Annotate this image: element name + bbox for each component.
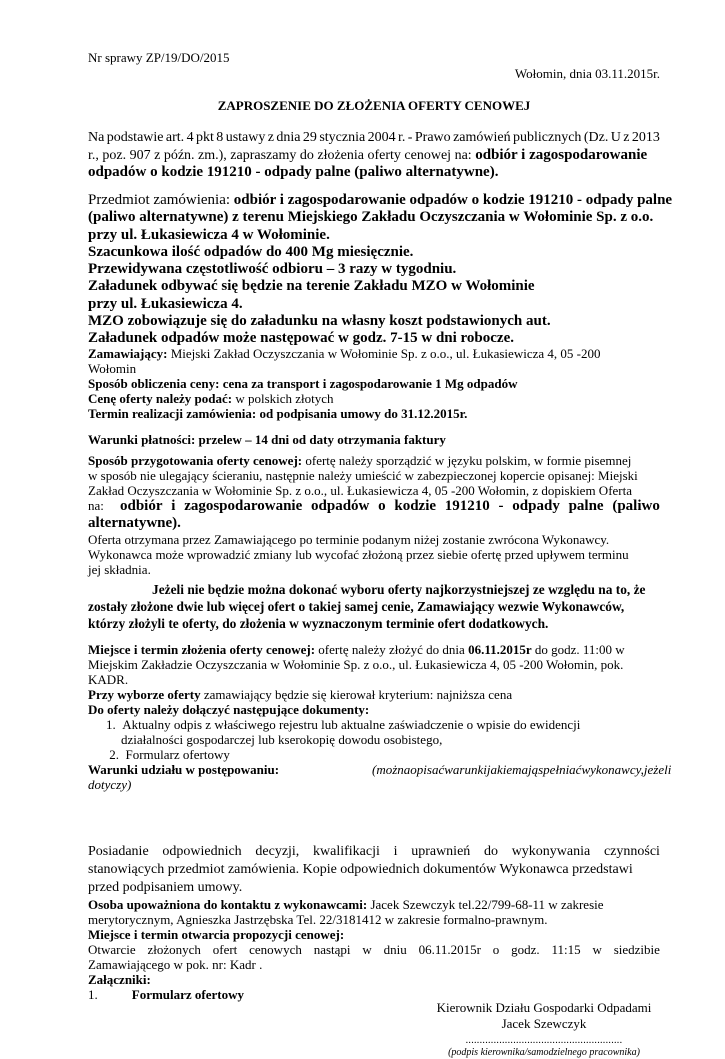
word: z <box>623 130 630 145</box>
contact-line-1: Osoba upoważniona do kontaktu z wykonawcami: Jacek Szewczyk tel.22/799-68-11 w zakresie <box>88 897 604 912</box>
word: publicznych <box>513 130 582 145</box>
word: - <box>407 130 413 145</box>
word: jeżeli <box>643 762 672 777</box>
word: (można <box>372 762 411 777</box>
loading-hours-line: Załadunek odpadów może następować w godz. 7-15 w dni robocze. <box>88 330 514 347</box>
prep-line-8: jej składnia. <box>88 562 151 577</box>
word: 2004 <box>367 130 396 145</box>
notice-section <box>88 581 660 632</box>
case-number: Nr sprawy ZP/19/DO/2015 <box>88 50 230 65</box>
signature-name: Jacek Szewczyk <box>501 1016 587 1031</box>
client-line: Zamawiający: Miejski Zakład Oczyszczania w Wołominie Sp. z o.o., ul. Łukasiewicza 4, 05 -200 <box>88 346 601 361</box>
price-currency: Cenę oferty należy podać: w polskich złotych <box>88 391 334 406</box>
payment-terms: Warunki płatności: przelew – 14 dni od daty otrzymania faktury <box>88 432 446 447</box>
word: 29 <box>302 130 317 145</box>
word: ustawy <box>225 130 266 145</box>
contact-line-2: merytorycznym, Agnieszka Jastrzębska Tel. 22/3181412 w zakresie formalno-prawnym. <box>88 912 548 927</box>
notice-line-2: zostały złożone dwie lub więcej ofert o takiej samej cenie, Zamawiający wezwie Wykonawców, <box>88 599 625 614</box>
word: odpadów <box>311 498 370 514</box>
word: o <box>378 498 386 514</box>
notice-line-3: którzy złożyli te oferty, do złożenia w wyznaczonym terminie ofert dodatkowych. <box>88 616 549 631</box>
word: podstawie <box>106 130 164 145</box>
conditions-text-1 <box>88 843 660 861</box>
signature-block <box>394 1000 694 1059</box>
conditions-line: Warunki udziału w postępowaniu: (można opisać warunki jakie mają spełniać wykonawcy, jeżeli <box>88 762 672 777</box>
word: zamówień <box>453 130 511 145</box>
word: decyzji, <box>255 844 300 859</box>
word: pkt <box>195 130 214 145</box>
word: spełniać <box>538 762 582 777</box>
word: 11:15 <box>551 942 581 957</box>
word: odpady <box>512 498 560 514</box>
word: stycznia <box>319 130 366 145</box>
word: siedzibie <box>613 942 660 957</box>
opening-heading: Miejsce i termin otwarcia propozycji cenowej: <box>88 927 345 942</box>
submission-line-2: Miejskim Zakładzie Oczyszczania w Wołominie Sp. z o.o., ul. Łukasiewicza 4, 05 -200 Wołomin, pok. <box>88 657 624 672</box>
preparation-section <box>88 453 660 577</box>
word: 2013 <box>631 130 660 145</box>
subject-line-3: przy ul. Łukasiewicza 4 w Wołominie. <box>88 226 330 243</box>
loading-cost-line: MZO zobowiązuje się do załadunku na własny koszt podstawionych aut. <box>88 313 551 330</box>
signature-title: Kierownik Działu Gospodarki Odpadami <box>436 1000 652 1015</box>
client-line-2: Wołomin <box>88 361 137 376</box>
client-section <box>88 346 660 421</box>
word: z <box>267 130 274 145</box>
word: wykonywania <box>511 844 591 859</box>
word: nastąpi <box>313 942 351 957</box>
word: (Dz. <box>583 130 609 145</box>
signature-dots: ........................................................ <box>465 1035 623 1046</box>
word: Otwarcie <box>88 942 136 957</box>
intro-line-2: r., poz. 907 z późn. zm.), zapraszamy do złożenia oferty cenowej na: odbiór i zagospodarowanie <box>88 146 648 163</box>
word: 4 <box>186 130 194 145</box>
quantity-line: Szacunkowa ilość odpadów do 400 Mg miesięcznie. <box>88 243 414 260</box>
subject-section <box>88 192 673 348</box>
conditions-text <box>88 843 660 897</box>
contact-section <box>88 897 660 1002</box>
word: uprawnień <box>411 844 471 859</box>
word: dnia <box>276 130 301 145</box>
intro-paragraph <box>88 130 660 182</box>
word: 06.11.2015r <box>418 942 481 957</box>
conditions-text-3: przed podpisaniem umowy. <box>88 880 243 895</box>
word: warunki <box>444 762 487 777</box>
attachment-item-1: 1. Formularz ofertowy <box>88 987 245 1002</box>
word: do <box>483 844 498 859</box>
word: kwalifikacji <box>313 844 380 859</box>
opening-line-1 <box>88 942 660 957</box>
prep-line-4: na: odbiór i zagospodarowanie odpadów o kodzie 191210 - odpady palne (paliwo <box>88 498 660 514</box>
word: mają <box>512 762 539 777</box>
word: i <box>171 498 176 514</box>
realization-deadline: Termin realizacji zamówienia: od podpisania umowy do 31.12.2015r. <box>88 406 468 421</box>
word: w <box>362 942 372 957</box>
submission-line-3: KADR. <box>88 672 129 687</box>
word: cenowych <box>249 942 302 957</box>
frequency-line: Przewidywana częstotliwość odbioru – 3 razy w tygodniu. <box>88 261 457 278</box>
word: - <box>498 498 504 514</box>
word: odbiór <box>120 498 163 514</box>
word: jakie <box>486 762 513 777</box>
word: U <box>610 130 621 145</box>
conditions-text-2: stanowiących przedmiot zamówienia. Kopie odpowiednich dokumentów Wykonawca przedstawi <box>88 862 633 877</box>
conditions-note-2: dotyczy) <box>88 777 132 792</box>
word: zagospodarowanie <box>184 498 303 514</box>
place-date: Wołomin, dnia 03.11.2015r. <box>514 66 660 81</box>
word: ofert <box>212 942 238 957</box>
opening-line-2: Zamawiającego w pok. nr: Kadr . <box>88 957 263 972</box>
documents-heading: Do oferty należy dołączyć następujące dokumenty: <box>88 702 370 717</box>
word: art. <box>165 130 185 145</box>
loading-place-line: Załadunek odbywać się będzie na terenie Zakładu MZO w Wołominie <box>88 278 535 295</box>
word: 191210 <box>444 498 490 514</box>
prep-line-5: alternatywne). <box>88 515 181 531</box>
document-item-1: 1. Aktualny odpis z właściwego rejestru lub aktualne zaświadczenie o wpisie do ewidencji <box>106 717 581 732</box>
word: Prawo <box>414 130 451 145</box>
subject-line-2: (paliwo alternatywne) z terenu Miejskiego Zakładu Oczyszczania w Wołominie Sp. z o.o. <box>88 209 654 226</box>
word: palne <box>568 498 604 514</box>
word: dniu <box>383 942 407 957</box>
prep-line-6: Oferta otrzymana przez Zamawiającego po terminie podanym niżej zostanie zwrócona Wykonawcy. <box>88 532 610 547</box>
submission-section <box>88 642 672 792</box>
prep-line-7: Wykonawca może wprowadzić zmiany lub wycofać złożoną przez siebie ofertę przed upływem terminu <box>88 547 629 562</box>
criterion-line: Przy wyborze oferty zamawiający będzie się kierował kryterium: najniższa cena <box>88 687 513 702</box>
word: złożonych <box>147 942 201 957</box>
word: Posiadanie <box>88 844 149 859</box>
loading-address-line: przy ul. Łukasiewicza 4. <box>88 295 243 312</box>
attachments-heading: Załączniki: <box>88 972 151 987</box>
notice-line-1: Jeżeli nie będzie można dokonać wyboru oferty najkorzystniejszej ze względu na to, że <box>152 582 646 597</box>
word: o <box>492 942 500 957</box>
signature-caption: (podpis kierownika/samodzielnego pracownika) <box>448 1047 640 1058</box>
document-item-2: 2. Formularz ofertowy <box>109 747 230 762</box>
word: opisać <box>410 762 445 777</box>
word: Na <box>88 130 105 145</box>
word: r. <box>398 130 406 145</box>
word: czynności <box>603 844 660 859</box>
prep-line-1: Sposób przygotowania oferty cenowej: ofertę należy sporządzić w języku polskim, w formie pisemnej <box>88 453 632 468</box>
intro-line-3: odpadów o kodzie 191210 - odpady palne (paliwo alternatywne). <box>88 164 499 180</box>
document-item-1-cont: działalności gospodarczej lub kserokopię dowodu osobistego, <box>121 732 443 747</box>
word: kodzie <box>394 498 437 514</box>
word: godz. <box>511 942 540 957</box>
word: i <box>393 844 398 859</box>
submission-line-1: Miejsce i termin złożenia oferty cenowej: ofertę należy złożyć do dnia 06.11.2015r do godz. 11:00 w <box>88 642 625 657</box>
word: wykonawcy, <box>581 762 644 777</box>
price-method: Sposób obliczenia ceny: cena za transport i zagospodarowanie 1 Mg odpadów <box>88 376 518 391</box>
word: (paliwo <box>612 498 660 514</box>
word: w <box>592 942 602 957</box>
prep-line-2: w sposób nie ulegający ścieraniu, następnie należy umieścić w zabezpieczonej kopercie opisanej: Miejski <box>88 468 638 483</box>
subject-line-1: Przedmiot zamówienia: odbiór i zagospodarowanie odpadów o kodzie 191210 - odpady palne <box>88 192 673 208</box>
word: 8 <box>216 130 224 145</box>
prep-line-3: Zakład Oczyszczania w Wołominie Sp. z o.o., ul. Łukasiewicza 4, 05 -200 Wołomin, z dopiskiem Oferta <box>88 483 633 498</box>
document-title: ZAPROSZENIE DO ZŁOŻENIA OFERTY CENOWEJ <box>217 98 531 113</box>
word: odpowiednich <box>162 844 242 859</box>
intro-line-1 <box>88 130 660 147</box>
